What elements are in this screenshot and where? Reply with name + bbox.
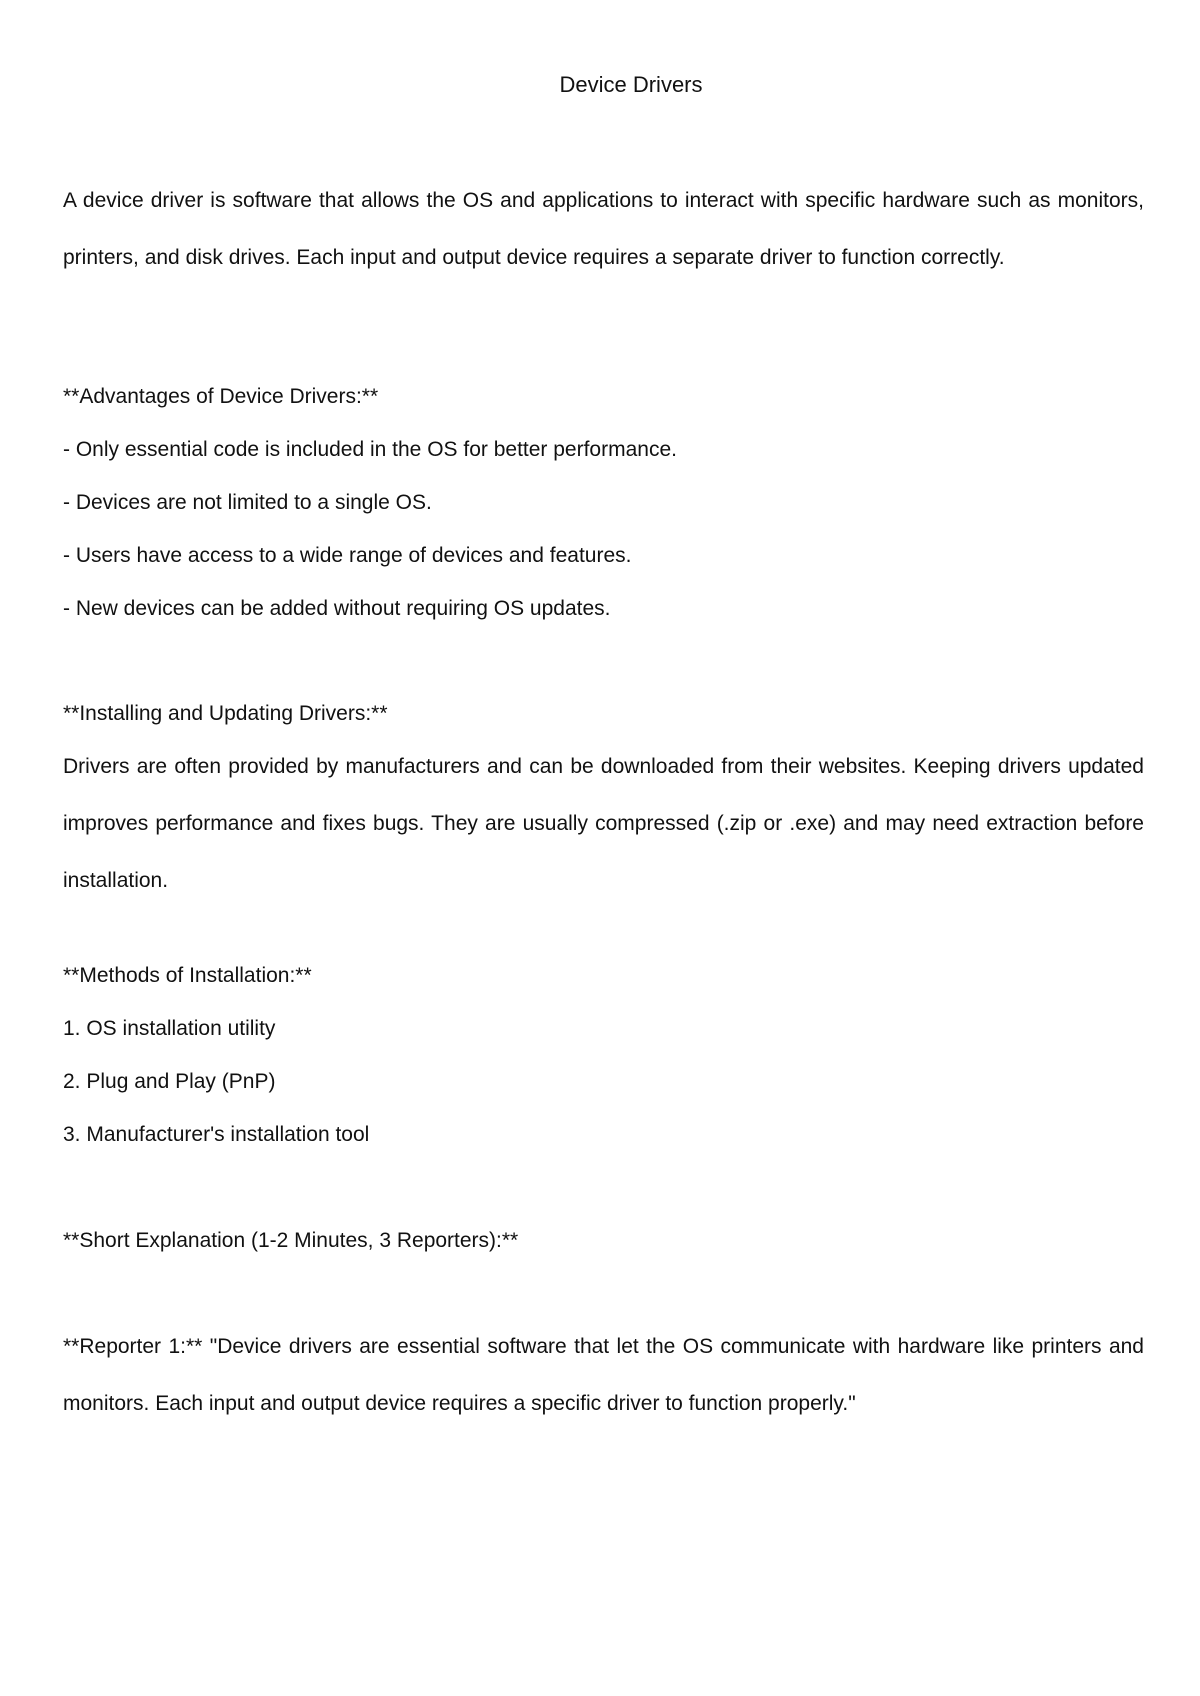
advantage-item: - New devices can be added without requiring OS updates. xyxy=(63,597,611,620)
method-item: 1. OS installation utility xyxy=(63,1017,276,1040)
methods-heading: **Methods of Installation:** xyxy=(63,964,312,987)
advantages-heading: **Advantages of Device Drivers:** xyxy=(63,385,379,408)
short-explanation-heading: **Short Explanation (1-2 Minutes, 3 Reporters):** xyxy=(63,1229,519,1252)
document-title: Device Drivers xyxy=(559,72,703,97)
reporter-1-paragraph: **Reporter 1:** "Device drivers are essential software that let the OS communicate with hardware like printers and monitors. Each input and output device requires a specific driver to function properly." xyxy=(63,1335,1144,1415)
installing-paragraph: Drivers are often provided by manufacturers and can be downloaded from their websites. Keeping drivers updated improves performance and fixes bugs. They are usually compressed (.zip or .exe) and may need extraction before installation. xyxy=(63,755,1144,892)
installing-heading: **Installing and Updating Drivers:** xyxy=(63,702,388,725)
advantage-item: - Users have access to a wide range of devices and features. xyxy=(63,544,632,567)
method-item: 3. Manufacturer's installation tool xyxy=(63,1123,370,1146)
method-item: 2. Plug and Play (PnP) xyxy=(63,1070,276,1093)
advantage-item: - Only essential code is included in the OS for better performance. xyxy=(63,438,677,461)
intro-paragraph: A device driver is software that allows the OS and applications to interact with specific hardware such as monitors, printers, and disk drives. Each input and output device requires a separate driver to function correctly. xyxy=(63,189,1144,269)
advantage-item: - Devices are not limited to a single OS. xyxy=(63,491,432,514)
